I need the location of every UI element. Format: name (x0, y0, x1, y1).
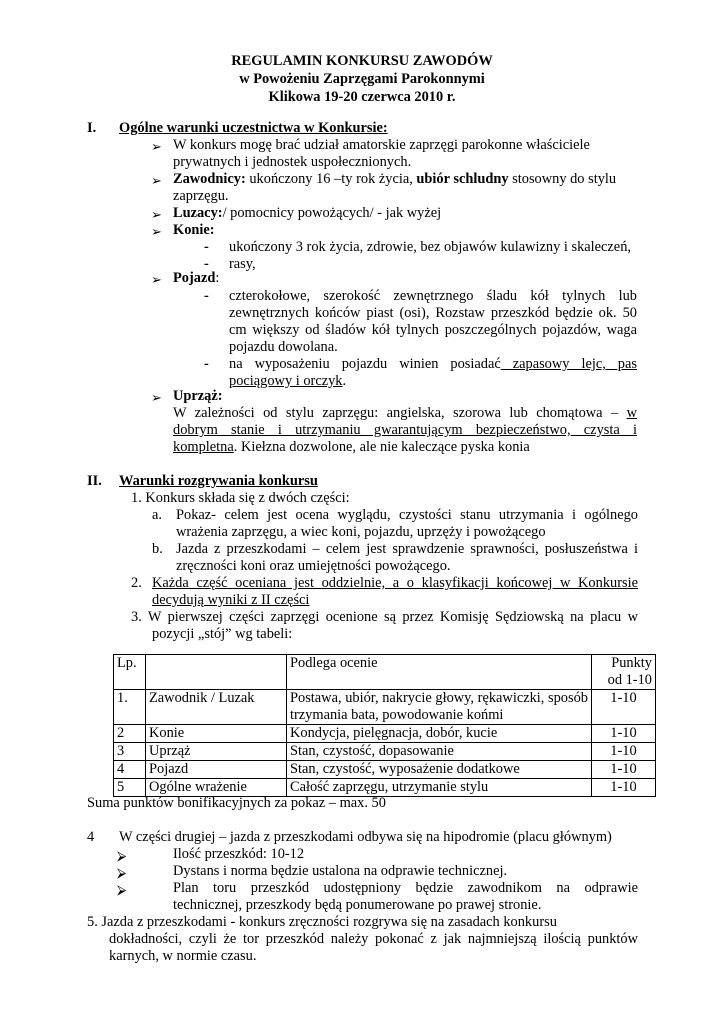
table-header-cell: Lp. (114, 655, 146, 690)
table-cell: 1. (114, 690, 146, 725)
table-cell: Ogólne wrażenie (146, 779, 287, 797)
dash-icon: - (204, 256, 209, 272)
bullet-2-line-2: zaprzęgu. (173, 188, 229, 204)
bullet-arrow-icon: ⮚ (117, 865, 127, 880)
bullet-arrow-icon: ➢ (151, 173, 162, 188)
section-2-number: II. (87, 473, 102, 489)
bonus-points-summary: Suma punktów bonifikacyjnych za pokaz – max. 50 (87, 795, 386, 811)
section-4-item-1: Ilość przeszkód: 10-12 (173, 846, 305, 862)
table-cell: 1-10 (592, 690, 656, 725)
table-cell: 1-10 (592, 725, 656, 743)
ubior-label: ubiór schludny (416, 171, 509, 187)
point-b-line-2: zręczności koni oraz umiejętności powożącego. (176, 558, 451, 574)
table-cell: Uprząż (146, 743, 287, 761)
konie-detail-2: rasy, (229, 256, 256, 272)
table-cell: 1-10 (592, 761, 656, 779)
uprzaz-label: Uprząż: (173, 388, 223, 404)
table-header-cell: Podlega ocenie (287, 655, 592, 690)
document-place-date: Klikowa 19-20 czerwca 2010 r. (268, 89, 456, 105)
table-header-cell (146, 655, 287, 690)
pojazd-detail-1-line-3: cm większy od śladów kół tylnych poszczególnych pojazdów, waga (229, 322, 637, 338)
section-5-line-1: 5. Jazda z przeszkodami - konkurs zręczności rozgrywa się na zasadach konkursu (87, 914, 557, 930)
pojazd-colon: : (215, 270, 220, 286)
section-1-number: I. (87, 120, 97, 136)
table-row (114, 743, 656, 761)
table-cell: Konie (146, 725, 287, 743)
konie-detail-1: ukończony 3 rok życia, zdrowie, bez objawów kulawizny i skaleczeń, (229, 239, 631, 255)
uprzaz-line-2: dobrym stanie i utrzymaniu gwarantującym bezpieczeństwo, czysta i (173, 422, 637, 438)
section-4-item-3-line-1: Plan toru przeszkód udostępniony będzie zawodnikom na odprawie (173, 880, 638, 896)
dash-icon: - (204, 239, 209, 255)
table-cell: Kondycja, pielęgnacja, dobór, kucie (287, 725, 592, 743)
bullet-1-line-1: W konkurs mogę brać udział amatorskie zaprzęgi parokonne właściciele (173, 137, 590, 153)
section-2-point-2-line-1: Każda część oceniana jest oddzielnie, a o klasyfikacji końcowej w Konkursie (152, 575, 638, 591)
zawodnicy-text-end: stosowny do stylu (508, 171, 617, 187)
uprzaz-underlined-w: w (626, 405, 637, 421)
section-2-title: Warunki rozgrywania konkursu (119, 473, 318, 489)
uprzaz-kielzna: . Kiełzna dozwolone, ale nie kaleczące pyska konia (233, 439, 530, 455)
pojazd-label-line (173, 270, 219, 287)
table-cell: 4 (114, 761, 146, 779)
luzacy-label: Luzacy: (173, 205, 223, 221)
bullet-arrow-icon: ⮚ (117, 882, 127, 897)
table-cell: Całość zaprzęgu, utrzymanie stylu (287, 779, 592, 797)
pojazd-detail-2-line-1 (229, 356, 637, 373)
section-4-number: 4 (87, 829, 95, 845)
wyposazenie-text: na wyposażeniu pojazdu winien posiadać (229, 356, 501, 372)
section-5-line-3: karnych, w normie czasu. (109, 948, 257, 964)
wyposazenie-underlined: zapasowy lejc, pas (500, 356, 637, 372)
pojazd-detail-1-line-4: pojazdu dowolana. (229, 339, 338, 355)
uprzaz-line-1 (173, 405, 637, 422)
point-b-mark: b. (152, 541, 163, 557)
section-2-point-3-line-1: 3. W pierwszej części zaprzęgi ocenione są przez Komisję Sędziowską na placu w (131, 609, 638, 625)
luzacy-text: / pomocnicy powożących/ - jak wyżej (222, 205, 442, 221)
table-cell: Pojazd (146, 761, 287, 779)
table-row (114, 690, 656, 725)
section-1-title: Ogólne warunki uczestnictwa w Konkursie: (119, 120, 388, 136)
table-cell: 1-10 (592, 779, 656, 797)
scoring-table (113, 654, 656, 797)
table-header-row (114, 655, 656, 690)
table-cell: Stan, czystość, wyposażenie dodatkowe (287, 761, 592, 779)
dash-icon: - (204, 356, 209, 372)
table-cell: 1-10 (592, 743, 656, 761)
wyposazenie-period: . (342, 373, 347, 389)
section-5-line-2: dokładności, czyli że tor przeszkód należy pokonać z jak najmniejszą ilością punktów (109, 931, 638, 947)
table-cell: Zawodnik / Luzak (146, 690, 287, 725)
pojazd-detail-2-line-2 (229, 373, 346, 390)
uprzaz-line-3 (173, 439, 530, 456)
table-cell: 2 (114, 725, 146, 743)
bullet-arrow-icon: ⮚ (117, 848, 127, 863)
bullet-1-line-2: prywatnych i jednostek uspołecznionych. (173, 154, 412, 170)
bullet-2-line-1 (173, 171, 616, 188)
table-row (114, 761, 656, 779)
point-a-line-2: wrażenia zaprzęgu, a wiec koni, pojazdu, uprzęży i powożącego (176, 524, 546, 540)
section-4-item-3-line-2: technicznej, przeszkody będą ponumerowane po prawej stronie. (173, 897, 542, 913)
bullet-arrow-icon: ➢ (151, 207, 162, 222)
table-header-cell: Punkty od 1-10 (592, 655, 656, 690)
bullet-arrow-icon: ➢ (151, 139, 162, 154)
table-cell: Stan, czystość, dopasowanie (287, 743, 592, 761)
bullet-3-line (173, 205, 441, 222)
section-2-point-2-number: 2. (131, 575, 142, 591)
section-4-item-2: Dystans i norma będzie ustalona na odprawie technicznej. (173, 863, 508, 879)
pojazd-detail-1-line-1: czterokołowe, szerokość zewnętrznego śladu kół tylnych lub (229, 288, 637, 304)
section-2-point-2-line-2: decydują wyniki z II części (152, 592, 310, 608)
pojazd-label: Pojazd (173, 270, 216, 286)
point-a-mark: a. (152, 507, 162, 523)
bullet-arrow-icon: ➢ (151, 224, 162, 239)
point-b-line-1: Jazda z przeszkodami – celem jest sprawdzenie sprawności, posłuszeństwa i (176, 541, 638, 557)
uprzaz-kompletna: kompletna (173, 439, 234, 455)
zawodnicy-label: Zawodnicy: (173, 171, 246, 187)
document-subtitle: w Powożeniu Zaprzęgami Parokonnymi (239, 71, 485, 87)
document-title: REGULAMIN KONKURSU ZAWODÓW (231, 53, 493, 69)
section-2-point-3-line-2: pozycji „stój” wg tabeli: (152, 626, 293, 642)
table-cell: 5 (114, 779, 146, 797)
dash-icon: - (204, 288, 209, 304)
table-row (114, 725, 656, 743)
table-cell: 3 (114, 743, 146, 761)
section-4-intro: W części drugiej – jazda z przeszkodami odbywa się na hipodromie (placu głównym) (119, 829, 612, 845)
zawodnicy-text: ukończony 16 –ty rok życia, (245, 171, 417, 187)
table-row (114, 779, 656, 797)
bullet-arrow-icon: ➢ (151, 390, 162, 405)
uprzaz-text: W zależności od stylu zaprzęgu: angielska, szorowa lub chomątowa – (173, 405, 627, 421)
konie-label: Konie: (173, 222, 215, 238)
wyposazenie-underlined-2: pociągowy i orczyk (229, 373, 343, 389)
table-cell: Postawa, ubiór, nakrycie głowy, rękawiczki, sposób trzymania bata, powodowanie końmi (287, 690, 592, 725)
pojazd-detail-1-line-2: zewnętrznych końców piast (osi), Rozstaw przeszkód będzie ok. 50 (229, 305, 637, 321)
point-a-line-1: Pokaz- celem jest ocena wyglądu, czystości stanu utrzymania i ogólnego (176, 507, 638, 523)
bullet-arrow-icon: ➢ (151, 272, 162, 287)
section-2-point-1: 1. Konkurs składa się z dwóch części: (131, 490, 350, 506)
